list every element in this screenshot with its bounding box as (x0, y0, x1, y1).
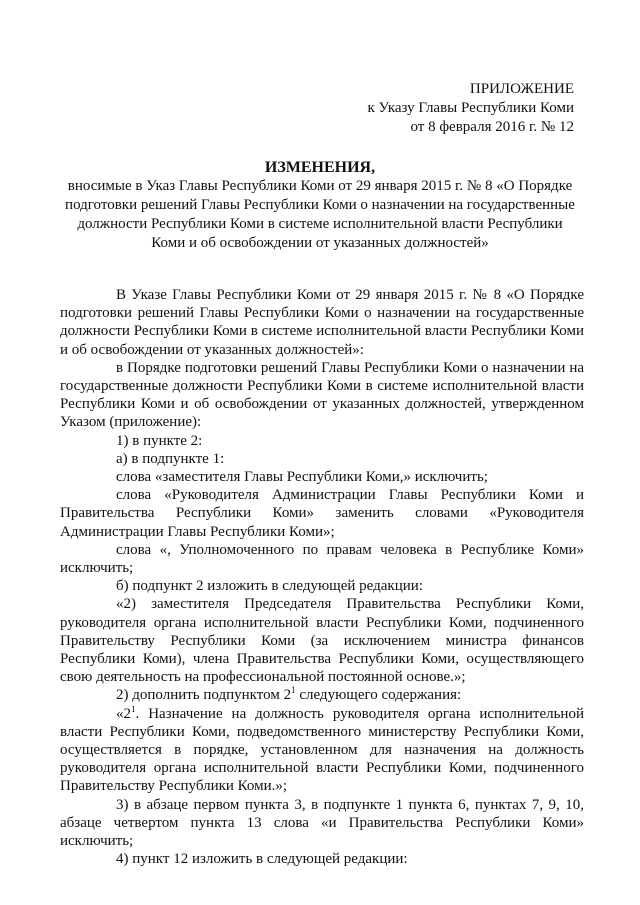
heading-subtitle: вносимые в Указ Главы Республики Коми от 29 января 2015 г. № 8 «О Порядке подготовки решений Главы Республики Коми о назначении на государственные должности Республики Коми в системе исполнительной власти Республики Коми и об освобождении от указанных должностей» (65, 178, 575, 251)
paragraph-9: «2) заместителя Председателя Правительства Республики Коми, руководителя органа исполнительной власти Республики Коми, подчиненного Правительству Республики Коми (за исключением министра финансов Республики Коми), члена Правительства Республики Коми, осуществляющего свою деятельность на профессиональной постоянной основе.»; (60, 596, 584, 686)
paragraph-12: 3) в абзаце первом пункта 3, в подпункте 1 пункта 6, пунктах 7, 9, 10, абзаце четвертом пункта 13 слова «и Правительства Республики Коми» исключить; (60, 796, 584, 850)
paragraph-10-superscript: 1 (291, 685, 296, 696)
paragraph-2: в Порядке подготовки решений Главы Республики Коми о назначении на государственные должности Республики Коми в системе исполнительной власти Республики Коми и об освобождении от указанных должностей, утвержденном Указом (приложение): (60, 359, 584, 431)
paragraph-7: слова «, Уполномоченного по правам человека в Республике Коми» исключить; (60, 541, 584, 577)
paragraph-10-text-a: 2) дополнить подпунктом 2 (116, 687, 292, 704)
appendix-line-1: к Указу Главы Республики Коми (367, 100, 574, 116)
paragraph-8: б) подпункт 2 изложить в следующей редакции: (116, 578, 423, 595)
paragraph-1: В Указе Главы Республики Коми от 29 января 2015 г. № 8 «О Порядке подготовки решений Главы Республики Коми о назначении на государственные должности Республики Коми в системе исполнительной власти Республики Коми и об освобождении от указанных должностей»: (60, 287, 584, 358)
paragraph-11-text-b: . Назначение на должность руководителя органа исполнительной власти Республики Коми, подведомственного министерству Республики Коми, осуществляется в порядке, установленном для назначения на должность руководителя органа исполнительной власти Республики Коми, подчиненного Правительству Республики Коми.»; (60, 705, 584, 795)
paragraph-3: 1) в пункте 2: (116, 432, 203, 449)
paragraph-4: а) в подпункте 1: (116, 450, 225, 467)
paragraph-11-superscript: 1 (131, 703, 136, 714)
appendix-line-2: от 8 февраля 2016 г. № 12 (410, 119, 574, 135)
appendix-title: ПРИЛОЖЕНИЕ (469, 81, 574, 97)
heading-title: ИЗМЕНЕНИЯ, (264, 159, 376, 176)
paragraph-13: 4) пункт 12 изложить в следующей редакции: (116, 851, 408, 868)
document-heading (60, 158, 580, 253)
document-body (60, 286, 584, 869)
paragraph-10-text-b: следующего содержания: (295, 687, 462, 704)
paragraph-6: слова «Руководителя Администрации Главы Республики Коми и Правительства Республики Коми» заменить словами «Руководителя Администрации Главы Республики Коми»; (60, 487, 584, 540)
paragraph-11 (60, 705, 584, 796)
paragraph-10 (60, 686, 584, 704)
paragraph-11-text-a: «2 (116, 705, 131, 722)
appendix-block (367, 80, 574, 137)
paragraph-5: слова «заместителя Главы Республики Коми,» исключить; (116, 469, 488, 486)
